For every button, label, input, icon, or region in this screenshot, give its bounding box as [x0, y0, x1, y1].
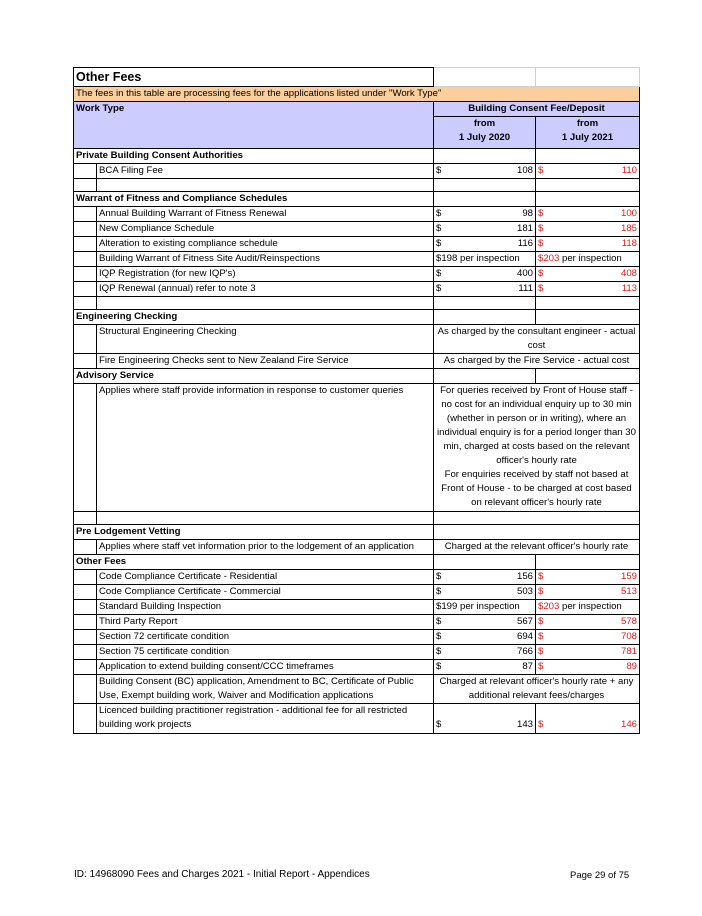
fee-text	[434, 324, 640, 353]
currency-symbol: $	[538, 645, 544, 657]
footer-document-id: ID: 14968090 Fees and Charges 2021 - Initial Report - Appendices	[74, 869, 370, 880]
header-row	[74, 102, 640, 117]
fee-row	[74, 383, 640, 511]
section-heading-row	[74, 309, 640, 324]
section-heading: Private Building Consent Authorities	[74, 148, 434, 163]
fee-amount: 185	[620, 222, 637, 234]
fee-row	[74, 236, 640, 251]
item-label: IQP Registration (for new IQP's)	[97, 266, 434, 281]
fee-2020	[434, 569, 536, 584]
fee-2020	[434, 163, 536, 178]
item-label: Standard Building Inspection	[97, 599, 434, 614]
fee-2021	[536, 206, 640, 221]
fee-2020: $198 per inspection	[434, 251, 536, 266]
currency-symbol: $	[538, 237, 544, 249]
item-label: Structural Engineering Checking	[97, 324, 434, 353]
fee-row	[74, 251, 640, 266]
item-label: Section 72 certificate condition	[97, 629, 434, 644]
currency-symbol: $	[538, 660, 544, 672]
fee-text	[434, 539, 640, 554]
section-heading-row	[74, 191, 640, 206]
fee-2021	[536, 266, 640, 281]
fee-unit: per inspection	[559, 600, 622, 612]
fee-amount: 118	[621, 237, 637, 249]
section-heading: Engineering Checking	[74, 309, 434, 324]
fee-amount: 513	[620, 585, 637, 597]
fee-amount: 766	[516, 645, 533, 657]
section-heading-row	[74, 368, 640, 383]
fee-2020	[434, 703, 536, 733]
item-label: Code Compliance Certificate - Residential	[97, 569, 434, 584]
currency-symbol: $	[436, 237, 442, 249]
currency-symbol: $	[436, 570, 442, 582]
fee-2021	[536, 569, 640, 584]
currency-symbol: $	[538, 585, 544, 597]
fee-2021	[536, 703, 640, 733]
fee-2021	[536, 221, 640, 236]
fee-amount: 694	[516, 630, 533, 642]
currency-symbol: $	[538, 615, 544, 627]
fee-description: Charged at relevant officer's hourly rate + any additional relevant fees/charges	[439, 675, 634, 701]
currency-symbol: $	[538, 630, 544, 642]
currency-symbol: $	[436, 282, 442, 294]
fee-row	[74, 206, 640, 221]
currency-symbol: $	[538, 164, 544, 176]
currency-symbol: $	[436, 630, 442, 642]
fee-description: As charged by the consultant engineer - actual cost	[437, 325, 636, 351]
section-heading: Pre Lodgement Vetting	[74, 524, 434, 539]
currency-symbol: $	[538, 718, 544, 730]
fee-amount: 708	[620, 630, 637, 642]
fee-amount: 408	[620, 267, 637, 279]
fee-row	[74, 569, 640, 584]
fee-amount: 578	[620, 615, 637, 627]
currency-symbol: $	[538, 570, 544, 582]
fee-amount: 111	[518, 282, 533, 294]
currency-symbol: $	[436, 267, 442, 279]
currency-symbol: $	[436, 660, 442, 672]
fee-2021	[536, 163, 640, 178]
fee-row	[74, 281, 640, 296]
fee-amount: 113	[621, 282, 637, 294]
fee-2020	[434, 221, 536, 236]
item-label: Section 75 certificate condition	[97, 644, 434, 659]
currency-symbol: $	[436, 207, 442, 219]
fee-unit: per inspection	[559, 252, 622, 264]
item-label: Applies where staff vet information prior to the lodgement of an application	[97, 539, 434, 554]
item-label: Alteration to existing compliance schedule	[97, 236, 434, 251]
fee-amount: 87	[522, 660, 533, 672]
fee-2020	[434, 236, 536, 251]
item-label: Code Compliance Certificate - Commercial	[97, 584, 434, 599]
currency-symbol: $	[538, 207, 544, 219]
section-heading-row	[74, 554, 640, 569]
fee-2021	[536, 644, 640, 659]
currency-symbol: $	[436, 718, 442, 730]
fee-amount: 146	[620, 718, 637, 730]
fee-amount: 116	[517, 237, 533, 249]
item-label: Application to extend building consent/CCC timeframes	[97, 659, 434, 674]
fee-2021	[536, 584, 640, 599]
fee-2021	[536, 629, 640, 644]
spacer-row	[74, 296, 640, 309]
table-title: Other Fees	[74, 68, 434, 87]
item-label: Licenced building practitioner registration - additional fee for all restricted building work projects	[97, 703, 434, 733]
fees-table	[73, 67, 640, 734]
fee-row	[74, 353, 640, 368]
fee-row	[74, 324, 640, 353]
section-heading-row	[74, 148, 640, 163]
fee-2020	[434, 629, 536, 644]
fee-amount: 110	[621, 164, 637, 176]
fee-2020	[434, 281, 536, 296]
fee-amount: 98	[522, 207, 533, 219]
currency-symbol: $	[436, 585, 442, 597]
item-label: New Compliance Schedule	[97, 221, 434, 236]
fee-amount: 89	[626, 660, 637, 672]
fee-row	[74, 539, 640, 554]
fee-amount: $203	[538, 252, 560, 264]
fee-amount: 108	[516, 164, 533, 176]
currency-symbol: $	[436, 164, 442, 176]
item-label: Applies where staff provide information in response to customer queries	[97, 383, 434, 511]
fee-amount: 143	[516, 718, 533, 730]
footer-page-number: Page 29 of 75	[570, 870, 630, 881]
fee-2020	[434, 584, 536, 599]
fee-row	[74, 644, 640, 659]
fee-row	[74, 614, 640, 629]
fee-row	[74, 674, 640, 703]
currency-symbol: $	[538, 267, 544, 279]
fee-2020: $199 per inspection	[434, 599, 536, 614]
fee-2021	[536, 281, 640, 296]
currency-symbol: $	[436, 645, 442, 657]
section-heading-row	[74, 524, 640, 539]
fee-text	[434, 353, 640, 368]
date-header-row	[74, 117, 640, 149]
fee-amount: 781	[620, 645, 637, 657]
currency-symbol: $	[538, 282, 544, 294]
fee-2020	[434, 644, 536, 659]
fee-description: For enquiries received by staff not based at Front of House - to be charged at cost based on relevant officer's hourly rate	[441, 468, 632, 508]
fee-row	[74, 599, 640, 614]
fee-amount: 567	[516, 615, 533, 627]
fee-amount: 503	[516, 585, 533, 597]
fee-2021	[536, 236, 640, 251]
spacer-row	[74, 178, 640, 191]
fee-2020	[434, 206, 536, 221]
section-heading: Warrant of Fitness and Compliance Schedules	[74, 191, 434, 206]
fee-row	[74, 703, 640, 733]
fee-row	[74, 221, 640, 236]
fee-amount: 156	[516, 570, 533, 582]
item-label: Building Consent (BC) application, Amendment to BC, Certificate of Public Use, Exempt building work, Waiver and Modification applications	[97, 674, 434, 703]
title-row	[74, 68, 640, 87]
currency-symbol: $	[538, 222, 544, 234]
item-label: Fire Engineering Checks sent to New Zealand Fire Service	[97, 353, 434, 368]
fee-header: Building Consent Fee/Deposit	[434, 102, 640, 117]
date-header-2020: from 1 July 2020	[434, 117, 536, 149]
fee-row	[74, 163, 640, 178]
fee-row	[74, 266, 640, 281]
fee-row	[74, 629, 640, 644]
fee-2021	[536, 659, 640, 674]
fee-2021	[536, 614, 640, 629]
subtitle-row	[74, 87, 640, 102]
item-label: Annual Building Warrant of Fitness Renewal	[97, 206, 434, 221]
currency-symbol: $	[436, 222, 442, 234]
fee-description: Charged at the relevant officer's hourly rate	[444, 540, 629, 552]
fee-2021	[536, 251, 640, 266]
fee-amount: 181	[516, 222, 533, 234]
section-heading: Other Fees	[74, 554, 434, 569]
work-type-header: Work Type	[74, 102, 434, 117]
item-label: Third Party Report	[97, 614, 434, 629]
fee-row	[74, 659, 640, 674]
item-label: IQP Renewal (annual) refer to note 3	[97, 281, 434, 296]
fee-2021	[536, 599, 640, 614]
item-label: BCA Filing Fee	[97, 163, 434, 178]
spacer-row	[74, 511, 640, 524]
item-label: Building Warrant of Fitness Site Audit/Reinspections	[97, 251, 434, 266]
fee-description: For queries received by Front of House staff - no cost for an individual enquiry up to 30 min (whether in person or in writing), where an individual enquiry is for a period longer than 30 min, charged at costs based on the relevant officer's hourly rate	[437, 384, 636, 466]
fee-text	[434, 674, 640, 703]
fee-description: As charged by the Fire Service - actual cost	[443, 354, 630, 366]
fee-2020	[434, 266, 536, 281]
fee-amount: 100	[620, 207, 637, 219]
fee-2020	[434, 614, 536, 629]
table-subtitle: The fees in this table are processing fees for the applications listed under "Work Type"	[74, 87, 640, 102]
fee-2020	[434, 659, 536, 674]
fee-amount: 400	[516, 267, 533, 279]
fee-text	[434, 383, 640, 511]
fee-amount: 159	[620, 570, 637, 582]
date-header-2021: from 1 July 2021	[536, 117, 640, 149]
fee-row	[74, 584, 640, 599]
fee-amount: $203	[538, 600, 560, 612]
section-heading: Advisory Service	[74, 368, 434, 383]
currency-symbol: $	[436, 615, 442, 627]
